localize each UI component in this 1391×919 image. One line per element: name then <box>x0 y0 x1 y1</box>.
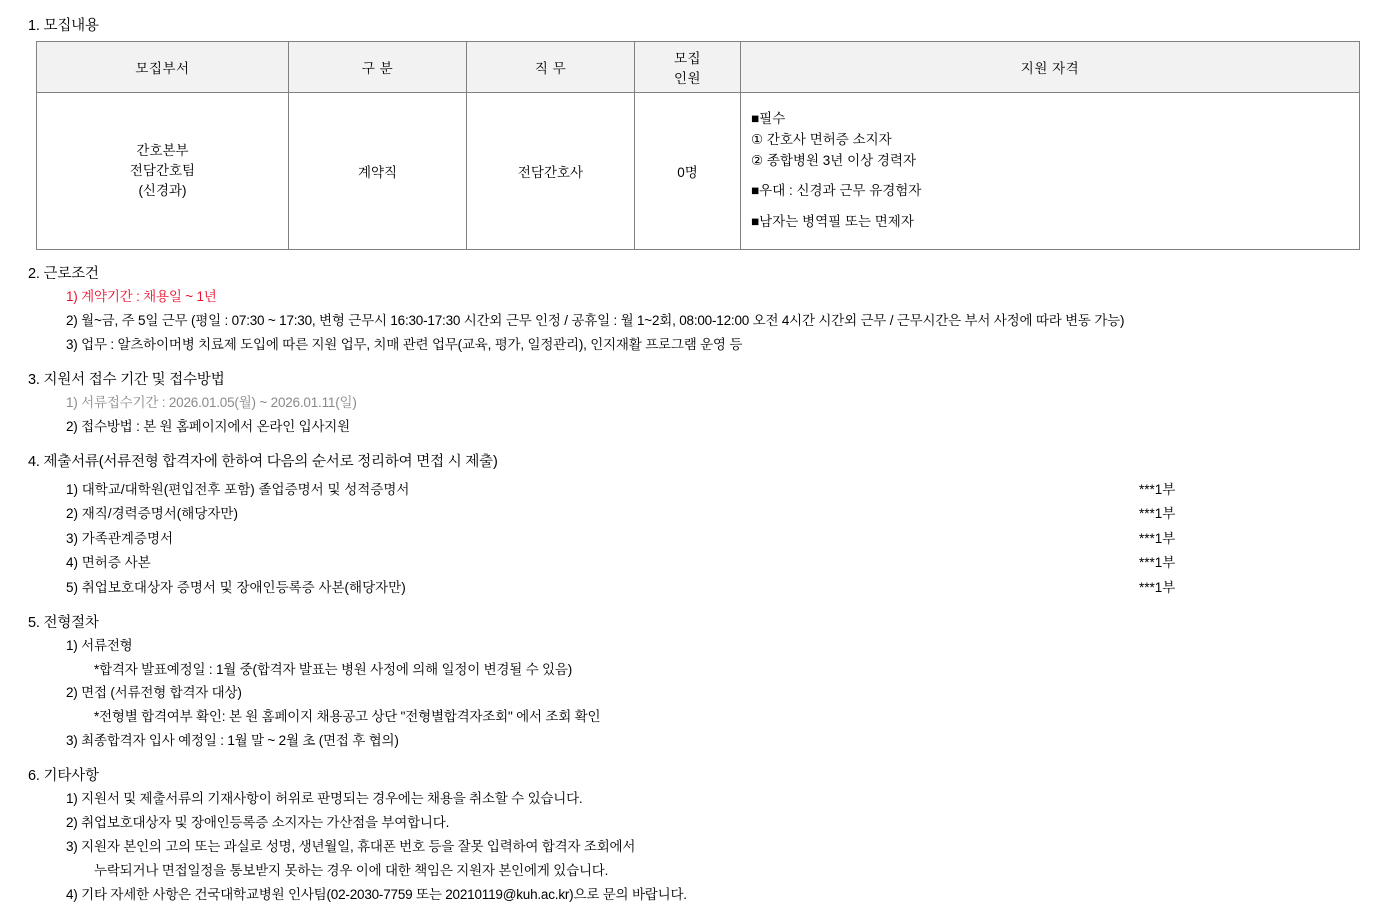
document-copies: ***1부 <box>1139 506 1176 522</box>
other-note-item-3: 3) 지원자 본인의 고의 또는 과실로 성명, 생년월일, 휴대폰 번호 등을 잘못 입력하여 합격자 조회에서 <box>66 839 636 855</box>
document-row <box>24 479 1367 501</box>
other-note-item-2: 2) 취업보호대상자 및 장애인등록증 소지자는 가산점을 부여합니다. <box>66 815 450 831</box>
section-selection-process <box>24 611 1367 753</box>
document-copies: ***1부 <box>1139 530 1176 546</box>
selection-process-note-1: *합격자 발표예정일 : 1월 중(합격자 발표는 병원 사정에 의해 일정이 변경될 수 있음) <box>94 661 573 677</box>
qualification-required-item-1: ① 간호사 면허증 소지자 <box>751 131 892 147</box>
document-label: 1) 대학교/대학원(편입전후 포함) 졸업증명서 및 성적증명서 <box>66 481 410 497</box>
qualification-required-item-2: ② 종합병원 3년 이상 경력자 <box>751 152 917 168</box>
document-copies: ***1부 <box>1139 579 1176 595</box>
cell-count: 0명 <box>635 93 741 250</box>
section-required-documents <box>24 450 1367 599</box>
qualification-required-title: ■필수 <box>751 110 786 126</box>
selection-process-item-2: 2) 면접 (서류전형 합격자 대상) <box>66 685 242 701</box>
document-row <box>24 577 1367 599</box>
selection-process-note-2: *전형별 합격여부 확인: 본 원 홈페이지 채용공고 상단 "전형별합격자조회" 에서 조회 확인 <box>94 709 601 725</box>
section-title-working-conditions: 2. 근로조건 <box>28 266 99 282</box>
working-condition-item-1: 1) 계약기간 : 채용일 ~ 1년 <box>66 289 217 304</box>
document-row <box>24 503 1367 525</box>
department-line-2: 전담간호팀 <box>129 162 196 178</box>
table-row <box>37 93 1360 250</box>
column-header-type: 구 분 <box>289 42 467 93</box>
working-condition-item-2: 2) 월~금, 주 5일 근무 (평일 : 07:30 ~ 17:30, 변형 근무시 16:30-17:30 시간외 근무 인정 / 공휴일 : 월 1~2회, 08:00-12:00 오전 4시간 시간외 근무 / 근무시간은 부서 사정에 따라 변동 가능) <box>66 312 1125 328</box>
cell-department <box>37 93 289 250</box>
qualification-preferred: ■우대 : 신경과 근무 유경험자 <box>751 183 922 199</box>
other-note-item-3-cont: 누락되거나 면접일정을 통보받지 못하는 경우 이에 대한 책임은 지원자 본인에게 있습니다. <box>94 862 609 878</box>
cell-qualification <box>741 93 1360 250</box>
section-title-application-period: 3. 지원서 접수 기간 및 접수방법 <box>28 371 225 388</box>
section-title-selection-process: 5. 전형절차 <box>28 614 99 631</box>
document-row <box>24 528 1367 550</box>
column-header-qualification: 지원 자격 <box>741 42 1360 93</box>
department-line-3: (신경과) <box>138 183 187 199</box>
application-period-item-1: 1) 서류접수기간 : 2026.01.05(월) ~ 2026.01.11(일) <box>66 394 357 410</box>
document-label: 4) 면허증 사본 <box>66 555 151 571</box>
selection-process-item-1: 1) 서류전형 <box>66 637 133 653</box>
section-title-recruit-content: 1. 모집내용 <box>28 18 99 34</box>
working-condition-item-3: 3) 업무 : 알츠하이머병 치료제 도입에 따른 지원 업무, 치매 관련 업무(교육, 평가, 일정관리), 인지재활 프로그램 운영 등 <box>66 336 743 352</box>
table-header-row <box>37 42 1360 93</box>
other-note-item-1: 1) 지원서 및 제출서류의 기재사항이 허위로 판명되는 경우에는 채용을 취소할 수 있습니다. <box>66 791 583 807</box>
department-line-1: 간호본부 <box>136 142 189 158</box>
column-header-job: 직 무 <box>467 42 635 93</box>
document-copies: ***1부 <box>1139 555 1176 571</box>
document-row <box>24 552 1367 574</box>
section-title-required-documents: 4. 제출서류(서류전형 합격자에 한하여 다음의 순서로 정리하여 면접 시 제출) <box>28 453 498 470</box>
section-title-other-notes: 6. 기타사항 <box>28 768 99 785</box>
document-label: 3) 가족관계증명서 <box>66 530 174 546</box>
section-application-period <box>24 368 1367 438</box>
column-header-count-line1: 모집 <box>673 51 702 66</box>
cell-job: 전담간호사 <box>467 93 635 250</box>
recruit-table <box>36 41 1360 250</box>
column-header-count <box>635 42 741 93</box>
application-period-item-2: 2) 접수방법 : 본 원 홈페이지에서 온라인 입사지원 <box>66 418 350 434</box>
document-label: 2) 재직/경력증명서(해당자만) <box>66 506 238 522</box>
other-note-item-4: 4) 기타 자세한 사항은 건국대학교병원 인사팀(02-2030-7759 또는 20210119@kuh.ac.kr)으로 문의 바랍니다. <box>66 886 687 902</box>
qualification-military: ■남자는 병역필 또는 면제자 <box>751 214 914 230</box>
cell-employment-type: 계약직 <box>289 93 467 250</box>
document-copies: ***1부 <box>1139 481 1176 497</box>
section-working-conditions <box>24 262 1367 356</box>
document-label: 5) 취업보호대상자 증명서 및 장애인등록증 사본(해당자만) <box>66 579 406 595</box>
column-header-count-line2: 인원 <box>673 71 702 86</box>
column-header-department: 모집부서 <box>37 42 289 93</box>
section-other-notes <box>24 764 1367 906</box>
qualification-required-block <box>751 109 1353 172</box>
selection-process-item-3: 3) 최종합격자 입사 예정일 : 1월 말 ~ 2월 초 (면접 후 협의) <box>66 733 399 749</box>
